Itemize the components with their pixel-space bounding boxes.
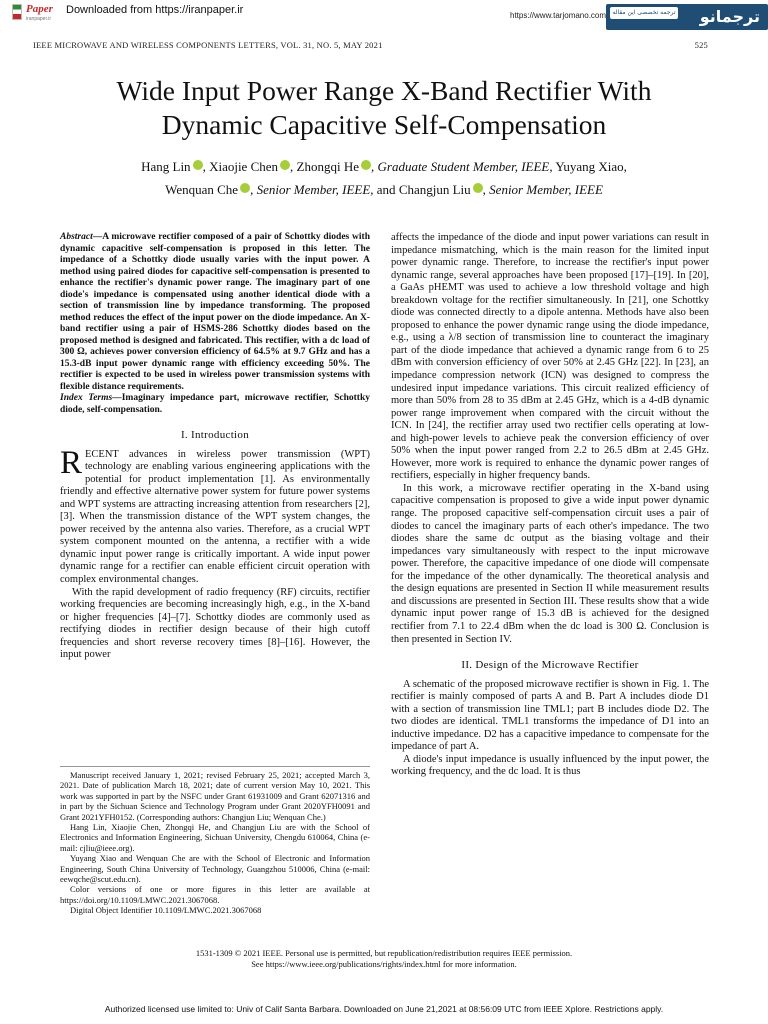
footnote-color-versions[interactable]: Color versions of one or more figures in this letter are available at https://doi.org/10.1109/LMWC.2021.3067068. xyxy=(60,884,370,905)
download-source-text[interactable]: Downloaded from https://iranpaper.ir xyxy=(66,4,244,16)
intro-paragraph-2: With the rapid development of radio frequency (RF) circuits, rectifier working frequencies are becoming increasingly high, e.g., in the X-band or higher frequencies [4]–[7]. Schottky diodes are commonly used as rectifying diodes in rectifier design because of their high cutoff frequencies and short reverse recovery times [8]–[16]. However, the input power xyxy=(60,586,370,661)
author-name: Zhongqi He xyxy=(296,159,359,174)
author-name: Xiaojie Chen xyxy=(209,159,279,174)
right-paragraph-2: In this work, a microwave rectifier operating in the X-band using capacitive compensation is proposed to give a wide input power dynamic range. The proposed capacitive self-compensation circuit uses a pair of diodes to cancel the imaginary parts of each other's impedance. The two diodes share the same dc output as the biasing voltage and their impedances vary simultaneously with respect to the input microwave power. Therefore, the capacitive impedance of one diode will compensate for the impedance of the other dynamically. The theoretical analysis and the design equations are presented in Section II while measurement results and discussions are presented in Section III. These results show that a wide dynamic input power range of 15.3 dB is achieved for the designed rectifier from 7.1 to 22.4 dBm when the dc load is 300 Ω. Conclusion is then presented in Section IV. xyxy=(391,482,709,645)
paper-title xyxy=(33,74,735,142)
translation-tag: ترجمه تخصصی این مقاله xyxy=(610,7,678,19)
orcid-icon[interactable] xyxy=(193,160,203,170)
author-role: Senior Member, IEEE, xyxy=(256,182,374,197)
iranpaper-logo[interactable] xyxy=(6,2,62,26)
right-paragraph-1: affects the impedance of the diode and input power variations can result in impedance mismatching, which is the main reason for the limited input power dynamic range. Therefore, to increase the rectifier's input power dynamic range, several approaches have been proposed [17]–[19]. In [20], a GaAs pHEMT was used to achieve a low threshold voltage and high breakdown voltage for the rectifier simultaneously. In [21], one Schottky diode was connected directly to a dipole antenna. Methods have also been proposed to enhance the power dynamic range using the diode impedance, e.g., using a λ/8 section of transmission line to counteract the imaginary part of the diode impedance that achieved a dynamic range from 6 to 25 dBm with conversion efficiency of over 50% at 2.45 GHz [22]. In [23], an impedance compression network (ICN) was designed to compress the undesired input impedance variations. This circuit realized efficiency of more than 50% from 28 to 35 dBm at 2.45 GHz, which is a 4-dB dynamic power range improvement when compared with the circuit without the ICN. In [24], the rectifier array used two rectifier cells operating at low- and high-power levels to achieve peak the conversion efficiency of over 50% when the input power ranged from 2.2 to 26.5 dBm at 2.45 GHz. However, more work is required to enhance the dynamic power ranges of rectifiers, especially in higher frequency bands. xyxy=(391,232,709,482)
footnote-manuscript: Manuscript received January 1, 2021; revised February 25, 2021; accepted March 3, 2021. Date of publication March 18, 2021; date of current version May 10, 2021. This work was supported in part by the NSFC under Grant 61931009 and Grant 62071316 and in part by the Sichuan Science and Technology Program under Grant 2020YFH0091 and Grant 2021YFH0152. (Corresponding authors: Changjun Liu; Wenquan Che.) xyxy=(60,770,370,822)
orcid-icon[interactable] xyxy=(473,183,483,193)
footnote-affiliation-2: Yuyang Xiao and Wenquan Che are with the School of Electronic and Information Engineering, South China University of Technology, Guangzhou 510006, China (e-mail: eewqche@scut.edu.cn). xyxy=(60,853,370,885)
running-head xyxy=(33,40,708,50)
author-name: Wenquan Che xyxy=(165,182,239,197)
license-line: Authorized licensed use limited to: Univ of Calif Santa Barbara. Downloaded on June 21,2021 at 08:56:09 UTC from IEEE Xplore. Restrictions apply. xyxy=(104,1004,664,1014)
tarjomano-url[interactable]: https://www.tarjomano.com xyxy=(510,11,607,20)
journal-line: IEEE MICROWAVE AND WIRELESS COMPONENTS LETTERS, VOL. 31, NO. 5, MAY 2021 xyxy=(33,40,383,50)
footnotes xyxy=(60,766,370,916)
intro-paragraph-1-text: ECENT advances in wireless power transmission (WPT) technology are enabling various engineering applications with the potential for product implementation [1]. As environmentally friendly and effective alternative power system for future power systems and WPT systems are attracting increasing attention from researchers [2], [3]. When the transmission distance of the WPT system changes, the power received by the antenna also varies. Therefore, as a crucial WPT system component mounted on the antenna, a rectifier with a wide dynamic input power range is critically important. A wide input power dynamic range for a rectifier can enable efficient circuit operation with complex environmental changes. xyxy=(60,448,370,586)
design-paragraph-1: A schematic of the proposed microwave rectifier is shown in Fig. 1. The rectifier is mainly composed of parts A and B. Part A includes diode D1 with a section of transmission line TML1; part B includes diode D2. The two diodes are identical. TML1 transforms the impedance of D1 into an inductive impedance. D2 has a capacitive impedance to compensate for the impedance of part A. xyxy=(391,678,709,753)
page-number: 525 xyxy=(694,40,708,50)
logo-word: Paper xyxy=(26,3,53,15)
author-line-1: Hang Lin , Xiaojie Chen , Zhongqi He , Graduate Student Member, IEEE, Yuyang Xiao, xyxy=(141,159,627,174)
index-terms-label: Index Terms— xyxy=(60,393,122,403)
left-column xyxy=(60,232,370,662)
author-name: Changjun Liu xyxy=(398,182,471,197)
translation-banner[interactable] xyxy=(606,4,768,30)
abstract-text: A microwave rectifier composed of a pair of Schottky diodes with dynamic capacitive self-compensation is proposed in this letter. The impedance of a Schottky diode usually varies with the input power. A method using paired diodes for capacitive self-compensation is presented to enhance the rectifier's dynamic power range. The imaginary part of one diode's impedance is compensated using another identical diode with a section of transmission line by impedance transforming. The proposed method reduces the effect of the input power on the diode impedance. An X-band rectifier using a pair of HSMS-286 Schottky diodes based on the proposed method is designed and fabricated. This rectifier, with a dc load of 300 Ω, achieves power conversion efficiency of 64.5% at 9.7 GHz and has a 15.3-dB input power dynamic range with efficiency exceeding 50%. The rectifier is expected to be used in wireless power transmission systems with flexible distance requirements. xyxy=(60,232,370,392)
author-conjunction: and xyxy=(376,182,396,197)
orcid-icon[interactable] xyxy=(240,183,250,193)
title-line-1: Wide Input Power Range X-Band Rectifier With xyxy=(116,75,652,106)
section-heading: I. Introduction xyxy=(180,429,250,441)
flag-icon xyxy=(12,4,22,20)
abstract-label: Abstract— xyxy=(60,232,103,242)
abstract xyxy=(60,232,370,393)
intro-paragraph-1 xyxy=(60,444,370,587)
index-terms-text: Imaginary impedance part, microwave rectifier, Schottky diode, self-compensation. xyxy=(60,393,370,415)
drop-cap: R xyxy=(60,444,83,481)
orcid-icon[interactable] xyxy=(361,160,371,170)
right-column xyxy=(391,232,709,779)
copyright-line-1: 1531-1309 © 2021 IEEE. Personal use is permitted, but republication/redistribution requires IEEE permission. xyxy=(195,948,573,958)
copyright-line-2[interactable]: See https://www.ieee.org/publications/rights/index.html for more information. xyxy=(251,959,517,969)
index-terms xyxy=(60,393,370,416)
design-paragraph-2: A diode's input impedance is usually influenced by the input power, the working frequency, and the dc load. It is thus xyxy=(391,753,709,778)
footnote-affiliation-1: Hang Lin, Xiaojie Chen, Zhongqi He, and Changjun Liu are with the School of Electronics and Information Engineering, Sichuan University, Chengdu 610064, China (e-mail: cjliu@ieee.org). xyxy=(60,822,370,853)
author-name: Hang Lin xyxy=(141,159,191,174)
section-heading: II. Design of the Microwave Rectifier xyxy=(461,659,639,672)
author-name: Yuyang Xiao, xyxy=(555,159,627,174)
download-bar xyxy=(0,0,768,34)
author-list xyxy=(33,155,735,201)
orcid-icon[interactable] xyxy=(280,160,290,170)
title-line-2: Dynamic Capacitive Self-Compensation xyxy=(161,109,607,140)
author-role: Graduate Student Member, IEEE, xyxy=(377,159,553,174)
footnote-doi: Digital Object Identifier 10.1109/LMWC.2021.3067068 xyxy=(70,905,262,916)
banner-brand: ترجمانو xyxy=(699,7,760,26)
author-role: Senior Member, IEEE xyxy=(489,182,603,197)
copyright-notice xyxy=(60,948,708,970)
logo-subtext: iranpaper.ir xyxy=(26,16,52,22)
author-line-2: Wenquan Che , Senior Member, IEEE, and Changjun Liu , Senior Member, IEEE xyxy=(165,182,603,197)
